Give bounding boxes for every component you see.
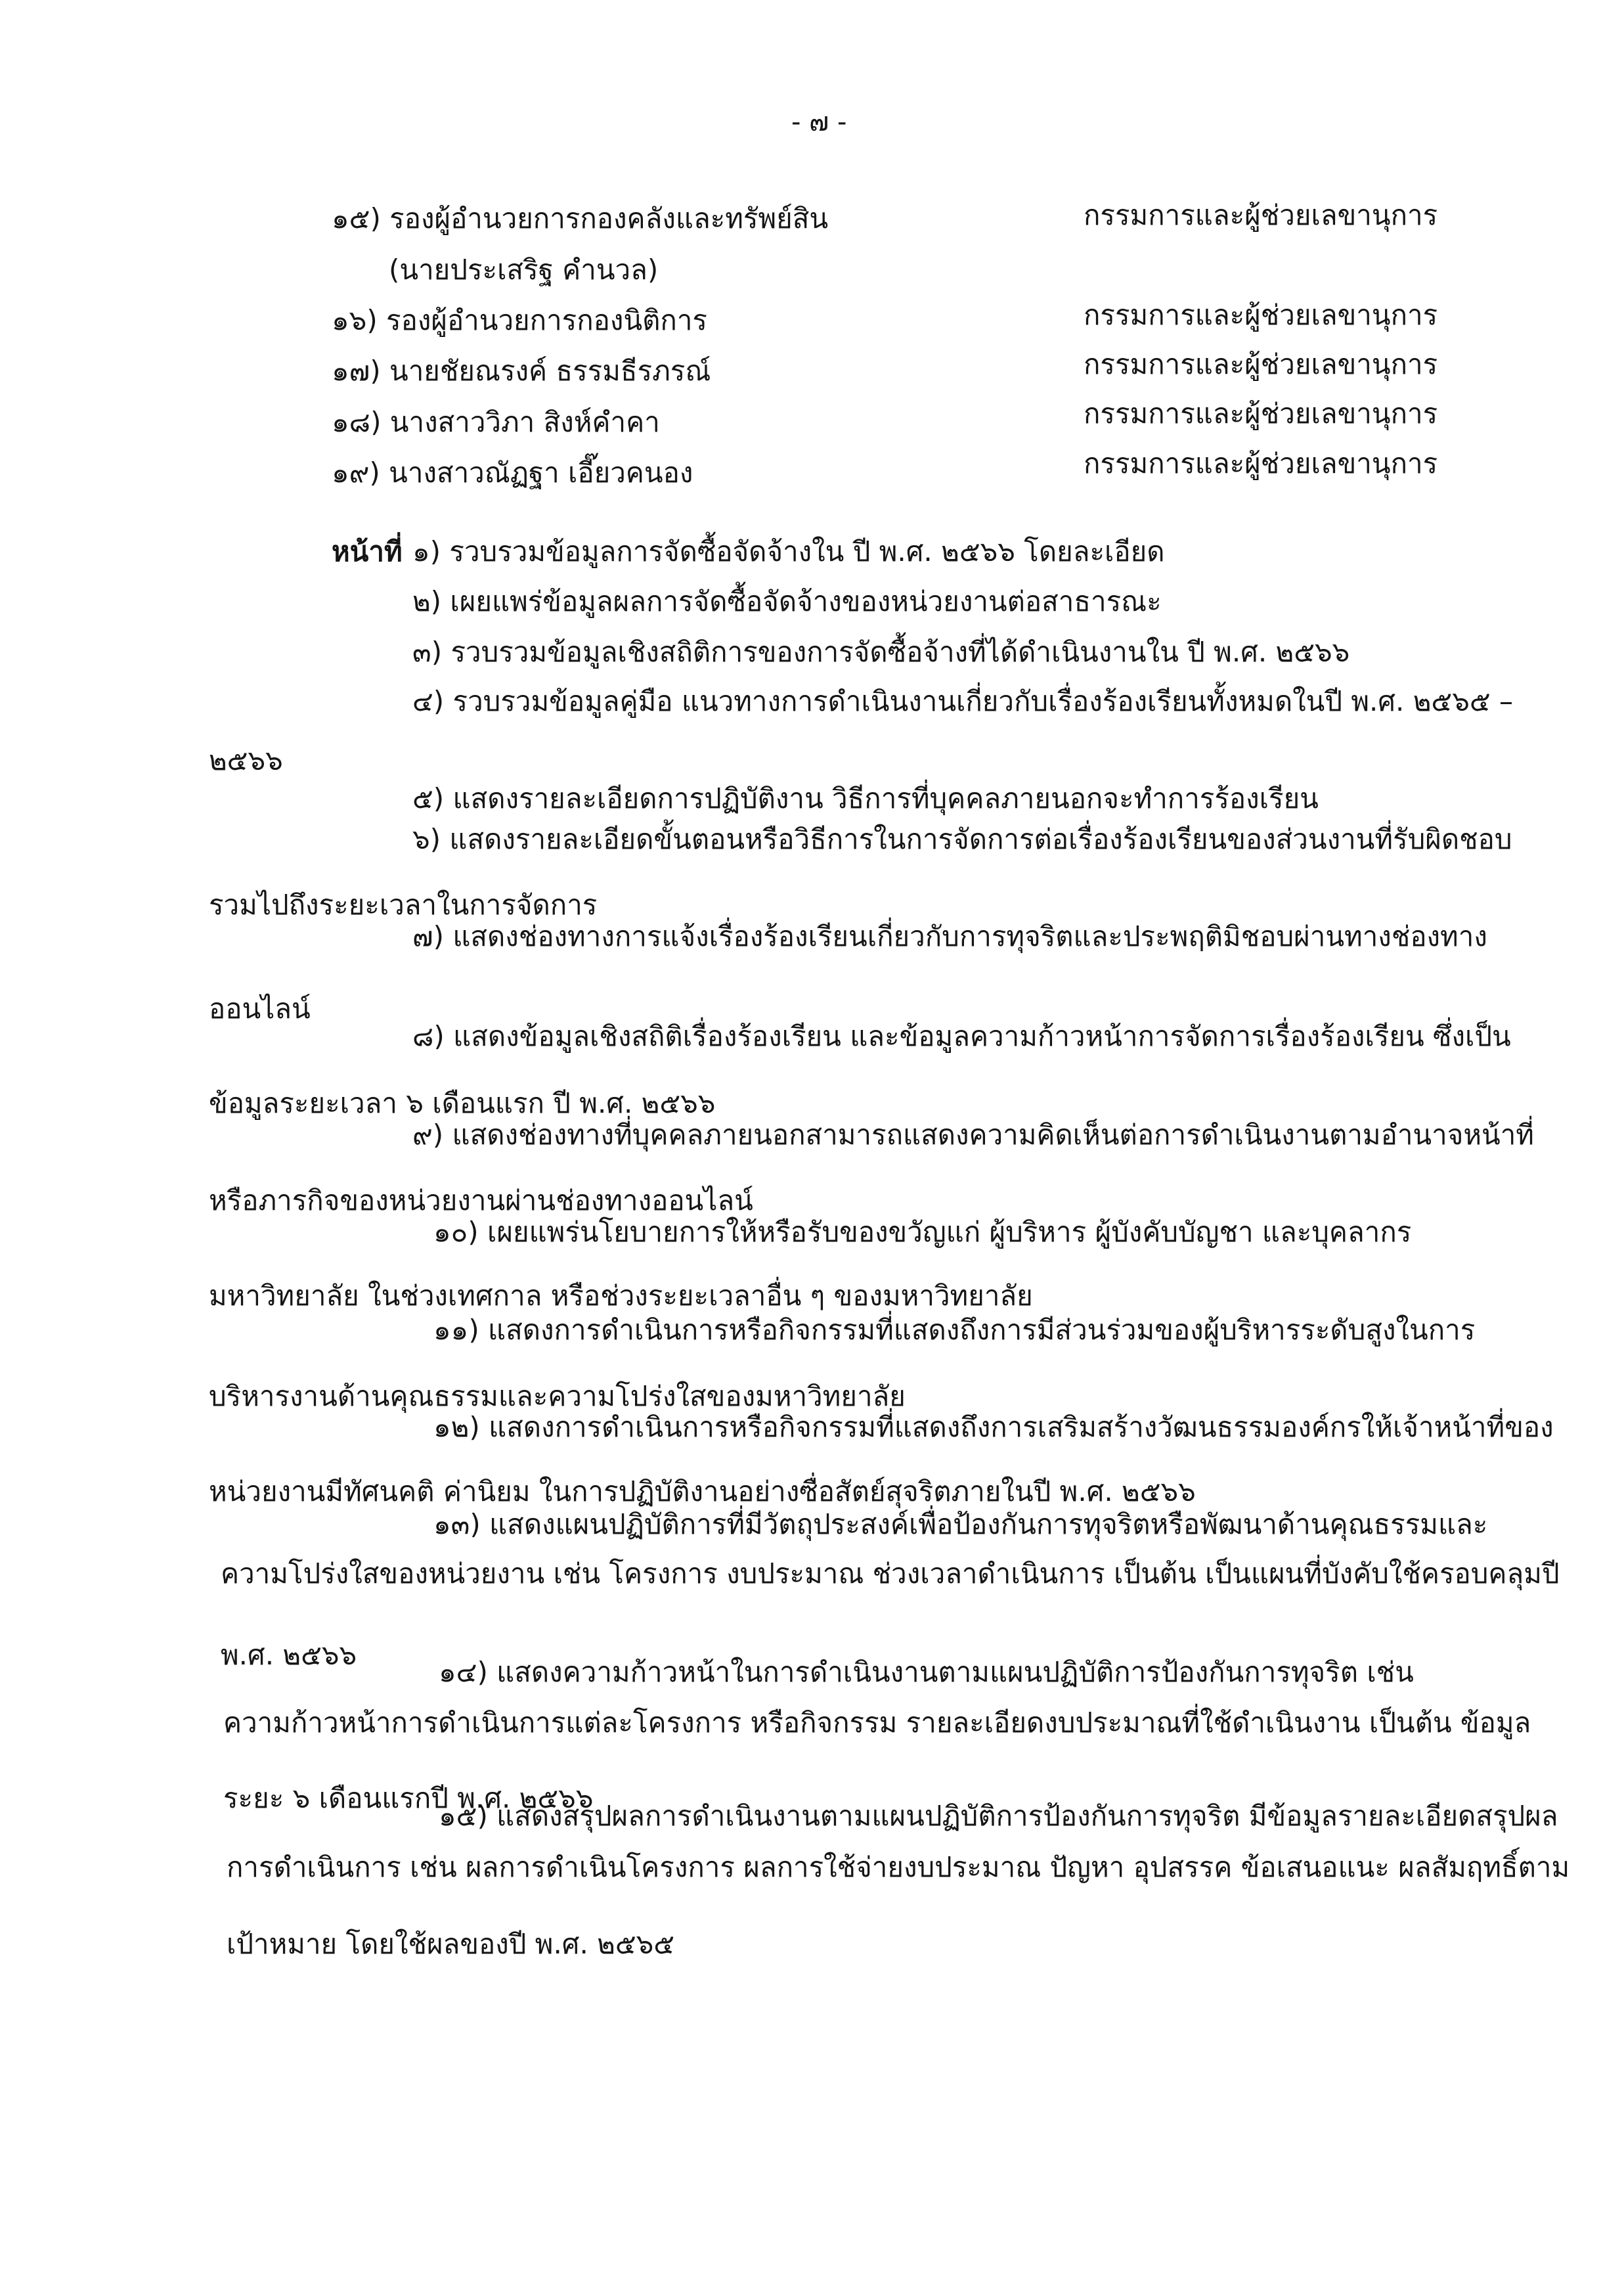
duty-14-line-2: ความก้าวหน้าการดำเนินการแต่ละโครงการ หรือกิจกรรม รายละเอียดงบประมาณที่ใช้ดำเนินงาน เป็นต้น ข้อมูล bbox=[223, 1706, 1531, 1739]
duty-9-line-1: ๙) แสดงช่องทางที่บุคคลภายนอกสามารถแสดงความคิดเห็นต่อการดำเนินงานตามอำนาจหน้าที่ bbox=[412, 1119, 1534, 1151]
committee-member-15-name: (นายประเสริฐ คำนวล) bbox=[389, 254, 659, 286]
committee-role-16: กรรมการและผู้ช่วยเลขานุการ bbox=[1084, 299, 1438, 331]
duty-8-line-1: ๘) แสดงข้อมูลเชิงสถิติเรื่องร้องเรียน และข้อมูลความก้าวหน้าการจัดการเรื่องร้องเรียน ซึ่งเป็น bbox=[412, 1020, 1511, 1052]
duty-11-line-1: ๑๑) แสดงการดำเนินการหรือกิจกรรมที่แสดงถึงการมีส่วนร่วมของผู้บริหารระดับสูงในการ bbox=[433, 1314, 1476, 1346]
page-number: - ๗ - bbox=[791, 107, 847, 137]
committee-role-15: กรรมการและผู้ช่วยเลขานุการ bbox=[1084, 199, 1438, 231]
duty-11-line-2: บริหารงานด้านคุณธรรมและความโปร่งใสของมหาวิทยาลัย bbox=[209, 1380, 906, 1412]
duty-1: ๑) รวบรวมข้อมูลการจัดซื้อจัดจ้างใน ปี พ.ศ. ๒๕๖๖ โดยละเอียด bbox=[412, 535, 1165, 568]
committee-role-19: กรรมการและผู้ช่วยเลขานุการ bbox=[1084, 447, 1438, 479]
committee-role-18: กรรมการและผู้ช่วยเลขานุการ bbox=[1084, 397, 1438, 430]
duty-3: ๓) รวบรวมข้อมูลเชิงสถิติการของการจัดซื้อจ้างที่ได้ดำเนินงานใน ปี พ.ศ. ๒๕๖๖ bbox=[412, 636, 1350, 668]
committee-member-17: ๑๗) นายชัยณรงค์ ธรรมธีรภรณ์ bbox=[332, 355, 711, 387]
duty-13-line-3: พ.ศ. ๒๕๖๖ bbox=[221, 1639, 357, 1671]
duty-6-line-2: รวมไปถึงระยะเวลาในการจัดการ bbox=[209, 889, 598, 921]
duty-15-line-2: การดำเนินการ เช่น ผลการดำเนินโครงการ ผลการใช้จ่ายงบประมาณ ปัญหา อุปสรรค ข้อเสนอแนะ ผลสัมฤทธิ์ตาม bbox=[227, 1851, 1570, 1883]
duty-2: ๒) เผยแพร่ข้อมูลผลการจัดซื้อจัดจ้างของหน่วยงานต่อสาธารณะ bbox=[412, 585, 1162, 617]
duty-9-line-2: หรือภารกิจของหน่วยงานผ่านช่องทางออนไลน์ bbox=[209, 1184, 753, 1216]
duty-14-line-1: ๑๔) แสดงความก้าวหน้าในการดำเนินงานตามแผนปฏิบัติการป้องกันการทุจริต เช่น bbox=[439, 1656, 1414, 1688]
duty-4-line-2: ๒๕๖๖ bbox=[209, 744, 283, 776]
duty-15-line-1: ๑๕) แสดงสรุปผลการดำเนินงานตามแผนปฏิบัติการป้องกันการทุจริต มีข้อมูลรายละเอียดสรุปผล bbox=[439, 1800, 1558, 1832]
committee-member-15: ๑๕) รองผู้อำนวยการกองคลังและทรัพย์สิน bbox=[332, 202, 829, 234]
duty-13-line-2: ความโปร่งใสของหน่วยงาน เช่น โครงการ งบประมาณ ช่วงเวลาดำเนินการ เป็นต้น เป็นแผนที่บังคับใช้ครอบคลุมปี bbox=[221, 1557, 1560, 1590]
committee-role-17: กรรมการและผู้ช่วยเลขานุการ bbox=[1084, 348, 1438, 380]
duty-4-line-1: ๔) รวบรวมข้อมูลคู่มือ แนวทางการดำเนินงานเกี่ยวกับเรื่องร้องเรียนทั้งหมดในปี พ.ศ. ๒๕๖๕ – bbox=[412, 685, 1514, 717]
duty-14-line-3: ระยะ ๖ เดือนแรกปี พ.ศ. ๒๕๖๖ bbox=[223, 1782, 594, 1814]
committee-member-16: ๑๖) รองผู้อำนวยการกองนิติการ bbox=[332, 304, 707, 336]
duty-15-line-3: เป้าหมาย โดยใช้ผลของปี พ.ศ. ๒๕๖๕ bbox=[227, 1928, 675, 1960]
committee-member-18: ๑๘) นางสาววิภา สิงห์คำคา bbox=[332, 406, 660, 438]
duty-8-line-2: ข้อมูลระยะเวลา ๖ เดือนแรก ปี พ.ศ. ๒๕๖๖ bbox=[209, 1087, 716, 1119]
duties-label: หน้าที่ bbox=[332, 535, 403, 568]
duty-10-line-1: ๑๐) เผยแพร่นโยบายการให้หรือรับของขวัญแก่ ผู้บริหาร ผู้บังคับบัญชา และบุคลากร bbox=[433, 1216, 1412, 1248]
duty-13-line-1: ๑๓) แสดงแผนปฏิบัติการที่มีวัตถุประสงค์เพื่อป้องกันการทุจริตหรือพัฒนาด้านคุณธรรมและ bbox=[433, 1508, 1488, 1540]
duty-12-line-1: ๑๒) แสดงการดำเนินการหรือกิจกรรมที่แสดงถึงการเสริมสร้างวัฒนธรรมองค์กรให้เจ้าหน้าที่ของ bbox=[433, 1411, 1554, 1443]
duty-10-line-2: มหาวิทยาลัย ในช่วงเทศกาล หรือช่วงระยะเวลาอื่น ๆ ของมหาวิทยาลัย bbox=[209, 1280, 1033, 1312]
duty-6-line-1: ๖) แสดงรายละเอียดขั้นตอนหรือวิธีการในการจัดการต่อเรื่องร้องเรียนของส่วนงานที่รับผิดชอบ bbox=[412, 823, 1512, 855]
duty-7-line-1: ๗) แสดงช่องทางการแจ้งเรื่องร้องเรียนเกี่ยวกับการทุจริตและประพฤติมิชอบผ่านทางช่องทาง bbox=[412, 920, 1487, 952]
duty-5: ๕) แสดงรายละเอียดการปฏิบัติงาน วิธีการที่บุคคลภายนอกจะทำการร้องเรียน bbox=[412, 782, 1319, 814]
committee-member-19: ๑๙) นางสาวณัฏฐา เอี๊ยวคนอง bbox=[332, 457, 693, 489]
duty-12-line-2: หน่วยงานมีทัศนคติ ค่านิยม ในการปฏิบัติงานอย่างซื่อสัตย์สุจริตภายในปี พ.ศ. ๒๕๖๖ bbox=[209, 1475, 1196, 1507]
duty-7-line-2: ออนไลน์ bbox=[209, 992, 311, 1025]
